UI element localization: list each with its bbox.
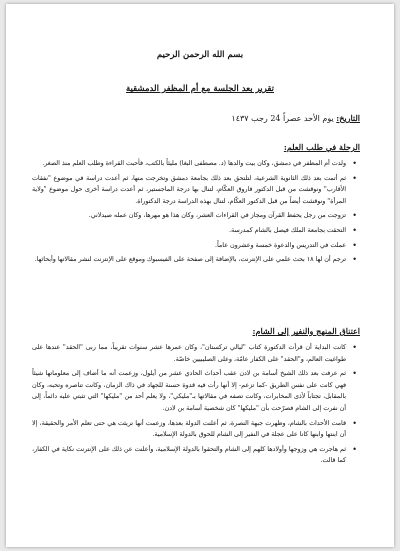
- bullet-list: [32, 342, 360, 467]
- section-heading: الرحلة في طلب العلم:: [283, 142, 360, 152]
- date-value: يوم الأحد عصراً 24 رجب ١٤٣٧: [231, 114, 334, 123]
- list-item: • عملت في التدريس والدعوة خمسة وعشرون عاماً.: [32, 240, 346, 252]
- section-education: [32, 142, 360, 269]
- document-page: [6, 4, 394, 547]
- list-item: • كانت البداية أن قرأت الدكتورة كتاب "ليالي تركستان"، وكان عمرها عشر سنوات تقريباً، مما ربى "الحقد" عندها على طواغيت العالم، و"الحقد" على الكفار عامّة، وعلى الصليبيين خاصّة.: [32, 342, 346, 365]
- section-manhaj: [32, 326, 360, 470]
- section-heading: اعتناق المنهج والنفير إلى الشام:: [252, 326, 360, 336]
- report-date: [231, 113, 360, 123]
- report-title: تقرير بعد الجلسة مع أم المظفر الدمشقية: [126, 84, 274, 94]
- list-item: • ثم أتمت بعد ذلك الثانوية الشرعية، لتلتحق بعد ذلك بجامعة دمشق وتخرجت منها، ثم أعدت دراسة في موضوع "نفقات الأقارب" ونوقشت من قبل الدكتور فاروق العكّام، لتنال بها درجة الماجستير، ثم أعدت دراسة أخرى حول موضوع "ولاية المرأة" ونوقشت أيضاً من قبل الدكتور العكّام، لتنال بهذه الدراسة درجة الدكتوراة.: [32, 173, 346, 208]
- list-item: • التحقت بجامعة الملك فيصل بالشام كمدرسة.: [32, 225, 346, 237]
- date-label: التاريخ:: [336, 113, 360, 123]
- basmala: بسم الله الرحمن الرحيم: [156, 50, 244, 60]
- list-item: • تزوجت من رجل يحفظ القرآن ومجاز في القراءات العشر، وكان هذا هو مهرها، وكان عمله صيدلاني.: [32, 210, 346, 222]
- list-item: • ولدت أم المظفر في دمشق، وكان بيت والدها (د. مصطفى البغا) مليئاً بالكتب، فأحبت القراءة وطلب العلم منذ الصغر.: [32, 158, 346, 170]
- list-item: • قامت الأحداث بالشام، وظهرت جبهة النصرة، ثم أعلنت الدولة بعدها، وزعمت أنها تريثت هي حتى تعلم الأمر والحقيقة، إلا أن ابنتها وابنها كانا على عجلة في النفير إلى الشام للحوق بالدولة الإسلامية.: [32, 418, 346, 441]
- list-item: • ثم عرفت بعد ذلك الشيخ أسامة بن لادن عقب أحداث الحادي عشر من أيلول، وزعمت أنه ما أضاف إلى معلوماتها شيئاً فهي كانت على نفس الطريق -كما تزعم- إلا أنها رأت فيه قدوة حسنة للجهاد في ذاك الزمان، وكانت تناصره وتحبه، وكان بالمقابل، تجتاباً لأذى المخابرات، وكانت تصفه في مقالاتها بـ"مليكي"، ولا يعلم أحد من "مليكها" التي تثبتي عليه دائماً، إلى أن نفرت إلى الشام فصرّحت بأن "مليكها" كان شخصية أسامة بن لادن.: [32, 368, 346, 414]
- bullet-list: [32, 158, 360, 266]
- list-item: • ثم هاجرت هي وزوجها وأولادها كلهم إلى الشام والتحقوا بالدولة الإسلامية، وأعلنت عن ذلك على الإنترنت نكاية في الكفار، كما قالت.: [32, 444, 346, 467]
- list-item: • ترجم أن لها ١٨ بحث علمي على الإنترنت، بالإضافة إلى صفحة على الفيسبوك وموقع على الإنترنت لنشر مقالاتها وأبحاثها.: [32, 254, 346, 266]
